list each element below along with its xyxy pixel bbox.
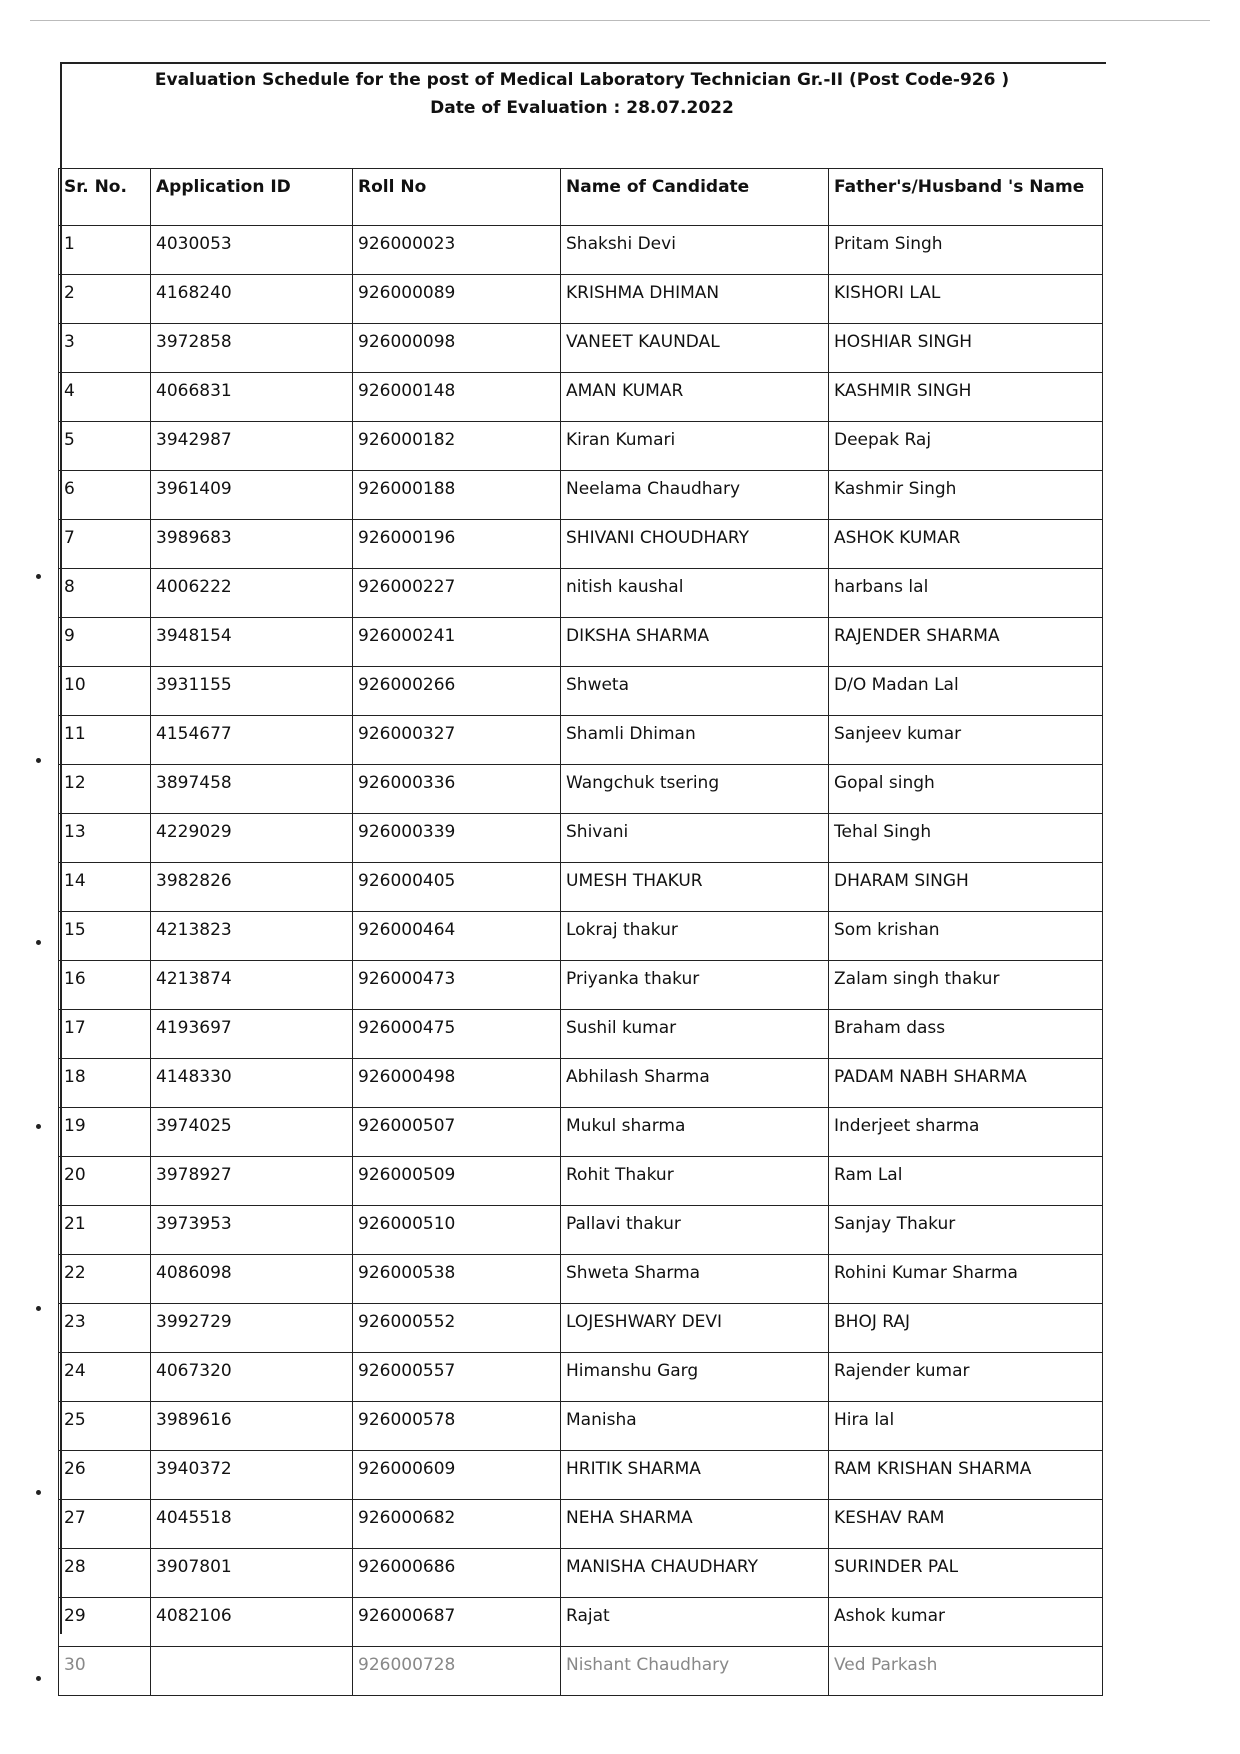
- cell-roll-no: 926000089: [353, 275, 561, 324]
- cell-sr-no: 12: [59, 765, 151, 814]
- cell-candidate-name: Abhilash Sharma: [561, 1059, 829, 1108]
- table-row: [59, 814, 1103, 863]
- cell-roll-no: 926000475: [353, 1010, 561, 1059]
- table-header-row: [59, 169, 1103, 226]
- cell-candidate-name: Lokraj thakur: [561, 912, 829, 961]
- cell-application-id: [151, 1647, 353, 1696]
- cell-application-id: 3942987: [151, 422, 353, 471]
- margin-punch-mark: [36, 758, 41, 763]
- cell-roll-no: 926000023: [353, 226, 561, 275]
- cell-sr-no: 4: [59, 373, 151, 422]
- cell-father-husband-name: SURINDER PAL: [829, 1549, 1103, 1598]
- cell-father-husband-name: Ved Parkash: [829, 1647, 1103, 1696]
- table-row: [59, 520, 1103, 569]
- cell-father-husband-name: Braham dass: [829, 1010, 1103, 1059]
- cell-sr-no: 16: [59, 961, 151, 1010]
- cell-roll-no: 926000538: [353, 1255, 561, 1304]
- table-row: [59, 1206, 1103, 1255]
- cell-father-husband-name: Sanjay Thakur: [829, 1206, 1103, 1255]
- margin-punch-mark: [36, 1676, 41, 1681]
- cell-application-id: 4168240: [151, 275, 353, 324]
- table-row: [59, 275, 1103, 324]
- cell-application-id: 4213874: [151, 961, 353, 1010]
- cell-roll-no: 926000728: [353, 1647, 561, 1696]
- cell-roll-no: 926000196: [353, 520, 561, 569]
- margin-punch-mark: [36, 1306, 41, 1311]
- cell-candidate-name: KRISHMA DHIMAN: [561, 275, 829, 324]
- table-row: [59, 765, 1103, 814]
- cell-father-husband-name: Gopal singh: [829, 765, 1103, 814]
- cell-sr-no: 3: [59, 324, 151, 373]
- cell-roll-no: 926000682: [353, 1500, 561, 1549]
- cell-roll-no: 926000509: [353, 1157, 561, 1206]
- cell-sr-no: 20: [59, 1157, 151, 1206]
- cell-father-husband-name: Tehal Singh: [829, 814, 1103, 863]
- cell-father-husband-name: RAM KRISHAN SHARMA: [829, 1451, 1103, 1500]
- cell-sr-no: 15: [59, 912, 151, 961]
- margin-punch-mark: [36, 940, 41, 945]
- cell-candidate-name: Neelama Chaudhary: [561, 471, 829, 520]
- cell-father-husband-name: KASHMIR SINGH: [829, 373, 1103, 422]
- cell-father-husband-name: ASHOK KUMAR: [829, 520, 1103, 569]
- cell-father-husband-name: KISHORI LAL: [829, 275, 1103, 324]
- cell-father-husband-name: Som krishan: [829, 912, 1103, 961]
- cell-application-id: 4082106: [151, 1598, 353, 1647]
- table-row: [59, 471, 1103, 520]
- evaluation-schedule-table: [58, 168, 1103, 1696]
- cell-candidate-name: Rohit Thakur: [561, 1157, 829, 1206]
- table-row: [59, 1010, 1103, 1059]
- cell-application-id: 3989683: [151, 520, 353, 569]
- cell-roll-no: 926000609: [353, 1451, 561, 1500]
- cell-sr-no: 1: [59, 226, 151, 275]
- cell-candidate-name: Shweta Sharma: [561, 1255, 829, 1304]
- cell-candidate-name: Mukul sharma: [561, 1108, 829, 1157]
- table-row: [59, 667, 1103, 716]
- cell-candidate-name: Kiran Kumari: [561, 422, 829, 471]
- cell-father-husband-name: Inderjeet sharma: [829, 1108, 1103, 1157]
- margin-punch-mark: [36, 1490, 41, 1495]
- cell-application-id: 4193697: [151, 1010, 353, 1059]
- table-row: [59, 1451, 1103, 1500]
- cell-candidate-name: Pallavi thakur: [561, 1206, 829, 1255]
- cell-application-id: 4067320: [151, 1353, 353, 1402]
- cell-candidate-name: nitish kaushal: [561, 569, 829, 618]
- cell-application-id: 4148330: [151, 1059, 353, 1108]
- cell-father-husband-name: RAJENDER SHARMA: [829, 618, 1103, 667]
- cell-candidate-name: Manisha: [561, 1402, 829, 1451]
- cell-father-husband-name: KESHAV RAM: [829, 1500, 1103, 1549]
- cell-father-husband-name: Deepak Raj: [829, 422, 1103, 471]
- document-title: [60, 66, 1104, 122]
- cell-candidate-name: UMESH THAKUR: [561, 863, 829, 912]
- cell-application-id: 3972858: [151, 324, 353, 373]
- cell-roll-no: 926000336: [353, 765, 561, 814]
- cell-application-id: 4006222: [151, 569, 353, 618]
- cell-roll-no: 926000227: [353, 569, 561, 618]
- cell-sr-no: 25: [59, 1402, 151, 1451]
- cell-candidate-name: HRITIK SHARMA: [561, 1451, 829, 1500]
- cell-father-husband-name: Ashok kumar: [829, 1598, 1103, 1647]
- table-row: [59, 226, 1103, 275]
- table-row: [59, 912, 1103, 961]
- cell-candidate-name: Himanshu Garg: [561, 1353, 829, 1402]
- cell-roll-no: 926000241: [353, 618, 561, 667]
- cell-roll-no: 926000266: [353, 667, 561, 716]
- cell-roll-no: 926000498: [353, 1059, 561, 1108]
- cell-application-id: 3931155: [151, 667, 353, 716]
- cell-father-husband-name: PADAM NABH SHARMA: [829, 1059, 1103, 1108]
- cell-sr-no: 6: [59, 471, 151, 520]
- table-row: [59, 961, 1103, 1010]
- cell-sr-no: 29: [59, 1598, 151, 1647]
- cell-candidate-name: MANISHA CHAUDHARY: [561, 1549, 829, 1598]
- table-row: [59, 1402, 1103, 1451]
- table-row: [59, 422, 1103, 471]
- cell-application-id: 3992729: [151, 1304, 353, 1353]
- cell-father-husband-name: Rohini Kumar Sharma: [829, 1255, 1103, 1304]
- cell-sr-no: 22: [59, 1255, 151, 1304]
- cell-candidate-name: Shakshi Devi: [561, 226, 829, 275]
- cell-application-id: 4045518: [151, 1500, 353, 1549]
- cell-roll-no: 926000182: [353, 422, 561, 471]
- cell-father-husband-name: Zalam singh thakur: [829, 961, 1103, 1010]
- margin-punch-mark: [36, 1124, 41, 1129]
- cell-application-id: 4213823: [151, 912, 353, 961]
- cell-candidate-name: Shweta: [561, 667, 829, 716]
- cell-application-id: 3940372: [151, 1451, 353, 1500]
- cell-roll-no: 926000473: [353, 961, 561, 1010]
- header-application-id: Application ID: [151, 169, 353, 226]
- table-row: [59, 1598, 1103, 1647]
- title-line-1: Evaluation Schedule for the post of Medical Laboratory Technician Gr.-II (Post Code-926 ): [154, 70, 1010, 90]
- cell-father-husband-name: Kashmir Singh: [829, 471, 1103, 520]
- cell-candidate-name: Priyanka thakur: [561, 961, 829, 1010]
- cell-roll-no: 926000464: [353, 912, 561, 961]
- cell-application-id: 4030053: [151, 226, 353, 275]
- cell-application-id: 3907801: [151, 1549, 353, 1598]
- cell-candidate-name: LOJESHWARY DEVI: [561, 1304, 829, 1353]
- cell-roll-no: 926000557: [353, 1353, 561, 1402]
- cell-roll-no: 926000686: [353, 1549, 561, 1598]
- cell-candidate-name: NEHA SHARMA: [561, 1500, 829, 1549]
- cell-sr-no: 19: [59, 1108, 151, 1157]
- cell-application-id: 3974025: [151, 1108, 353, 1157]
- cell-father-husband-name: HOSHIAR SINGH: [829, 324, 1103, 373]
- cell-roll-no: 926000507: [353, 1108, 561, 1157]
- cell-application-id: 3961409: [151, 471, 353, 520]
- cell-roll-no: 926000578: [353, 1402, 561, 1451]
- cell-roll-no: 926000510: [353, 1206, 561, 1255]
- cell-roll-no: 926000405: [353, 863, 561, 912]
- header-candidate-name: Name of Candidate: [561, 169, 829, 226]
- cell-roll-no: 926000188: [353, 471, 561, 520]
- cell-application-id: 4229029: [151, 814, 353, 863]
- table-row: [59, 1255, 1103, 1304]
- cell-father-husband-name: Hira lal: [829, 1402, 1103, 1451]
- cell-application-id: 3989616: [151, 1402, 353, 1451]
- cell-sr-no: 26: [59, 1451, 151, 1500]
- header-roll-no: Roll No: [353, 169, 561, 226]
- cell-application-id: 3973953: [151, 1206, 353, 1255]
- cell-father-husband-name: DHARAM SINGH: [829, 863, 1103, 912]
- page-top-rule: [30, 20, 1210, 21]
- table-row: [59, 1353, 1103, 1402]
- cell-sr-no: 14: [59, 863, 151, 912]
- cell-sr-no: 18: [59, 1059, 151, 1108]
- cell-application-id: 4066831: [151, 373, 353, 422]
- cell-candidate-name: Wangchuk tsering: [561, 765, 829, 814]
- cell-application-id: 3982826: [151, 863, 353, 912]
- cell-sr-no: 27: [59, 1500, 151, 1549]
- cell-application-id: 3897458: [151, 765, 353, 814]
- cell-candidate-name: SHIVANI CHOUDHARY: [561, 520, 829, 569]
- table-row: [59, 1647, 1103, 1696]
- table-row: [59, 1549, 1103, 1598]
- table-row: [59, 569, 1103, 618]
- table-row: [59, 863, 1103, 912]
- cell-sr-no: 10: [59, 667, 151, 716]
- cell-candidate-name: Rajat: [561, 1598, 829, 1647]
- cell-roll-no: 926000148: [353, 373, 561, 422]
- table-row: [59, 1108, 1103, 1157]
- cell-sr-no: 9: [59, 618, 151, 667]
- cell-application-id: 4086098: [151, 1255, 353, 1304]
- table-body: [59, 226, 1103, 1696]
- cell-sr-no: 5: [59, 422, 151, 471]
- cell-father-husband-name: Sanjeev kumar: [829, 716, 1103, 765]
- cell-application-id: 3978927: [151, 1157, 353, 1206]
- cell-application-id: 4154677: [151, 716, 353, 765]
- header-sr-no: Sr. No.: [59, 169, 151, 226]
- cell-candidate-name: Nishant Chaudhary: [561, 1647, 829, 1696]
- cell-sr-no: 24: [59, 1353, 151, 1402]
- cell-father-husband-name: BHOJ RAJ: [829, 1304, 1103, 1353]
- table-row: [59, 373, 1103, 422]
- cell-roll-no: 926000098: [353, 324, 561, 373]
- cell-candidate-name: Sushil kumar: [561, 1010, 829, 1059]
- cell-sr-no: 7: [59, 520, 151, 569]
- cell-candidate-name: VANEET KAUNDAL: [561, 324, 829, 373]
- cell-sr-no: 13: [59, 814, 151, 863]
- header-father-husband-name: Father's/Husband 's Name: [829, 169, 1103, 226]
- cell-roll-no: 926000327: [353, 716, 561, 765]
- cell-father-husband-name: Ram Lal: [829, 1157, 1103, 1206]
- table-row: [59, 1304, 1103, 1353]
- table-row: [59, 1059, 1103, 1108]
- cell-sr-no: 17: [59, 1010, 151, 1059]
- margin-punch-mark: [36, 574, 41, 579]
- cell-sr-no: 2: [59, 275, 151, 324]
- cell-father-husband-name: Rajender kumar: [829, 1353, 1103, 1402]
- table-row: [59, 618, 1103, 667]
- cell-sr-no: 11: [59, 716, 151, 765]
- cell-sr-no: 30: [59, 1647, 151, 1696]
- table-row: [59, 1157, 1103, 1206]
- cell-candidate-name: DIKSHA SHARMA: [561, 618, 829, 667]
- table-row: [59, 324, 1103, 373]
- cell-father-husband-name: harbans lal: [829, 569, 1103, 618]
- cell-sr-no: 28: [59, 1549, 151, 1598]
- cell-sr-no: 8: [59, 569, 151, 618]
- title-line-2: Date of Evaluation : 28.07.2022: [430, 98, 734, 118]
- cell-candidate-name: Shivani: [561, 814, 829, 863]
- cell-father-husband-name: D/O Madan Lal: [829, 667, 1103, 716]
- cell-candidate-name: Shamli Dhiman: [561, 716, 829, 765]
- cell-candidate-name: AMAN KUMAR: [561, 373, 829, 422]
- table-row: [59, 1500, 1103, 1549]
- cell-father-husband-name: Pritam Singh: [829, 226, 1103, 275]
- table-row: [59, 716, 1103, 765]
- cell-sr-no: 21: [59, 1206, 151, 1255]
- cell-roll-no: 926000339: [353, 814, 561, 863]
- cell-sr-no: 23: [59, 1304, 151, 1353]
- cell-roll-no: 926000552: [353, 1304, 561, 1353]
- cell-application-id: 3948154: [151, 618, 353, 667]
- cell-roll-no: 926000687: [353, 1598, 561, 1647]
